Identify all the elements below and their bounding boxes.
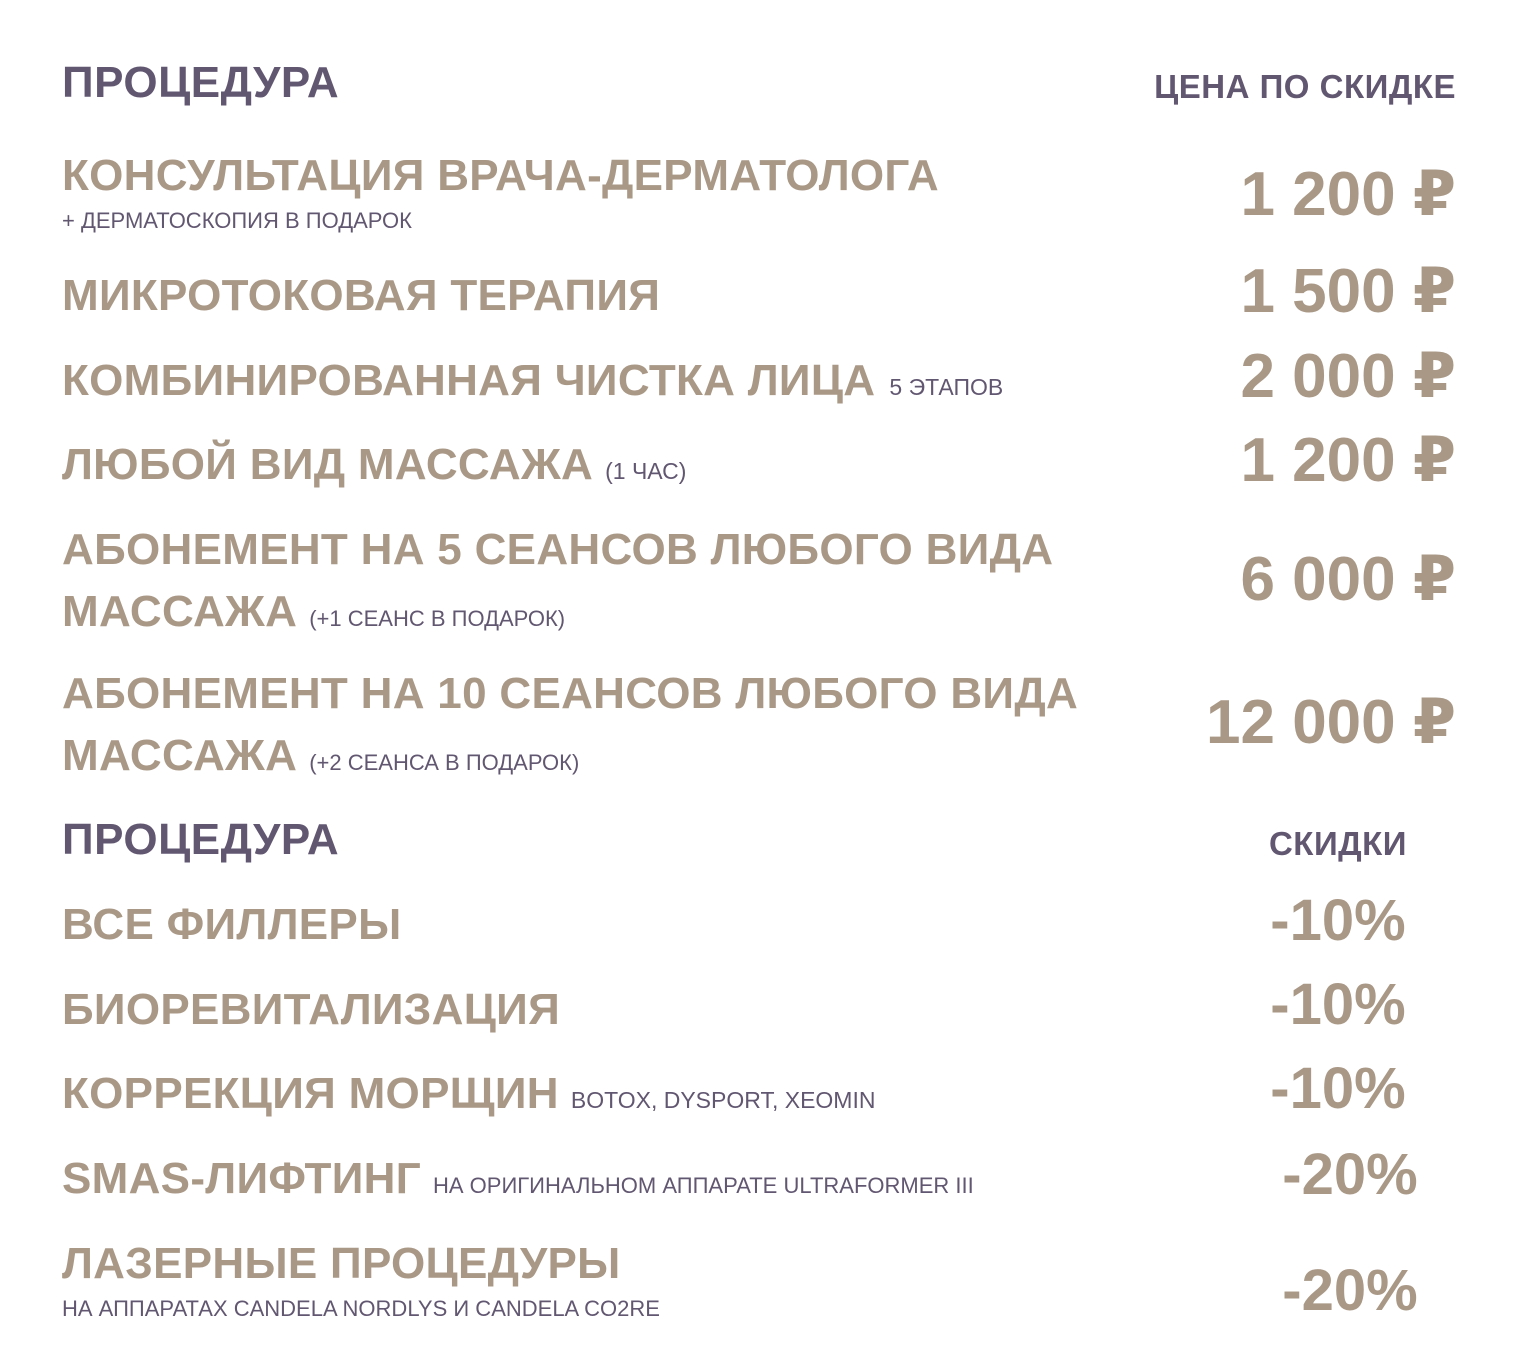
service-name-continued: МАССАЖА	[62, 731, 298, 780]
service-note: (+2 СЕАНСА В ПОДАРОК)	[309, 750, 580, 775]
service-name: КОНСУЛЬТАЦИЯ ВРАЧА-ДЕРМАТОЛОГА	[62, 151, 939, 200]
service-row	[62, 1069, 876, 1118]
service-row	[62, 731, 580, 780]
service-price: 2 000 ₽	[1240, 342, 1456, 411]
service-price: 1 200 ₽	[1240, 160, 1456, 229]
service-note: НА АППАРАТАХ CANDELA NORDLYS И CANDELA CO2RE	[62, 1296, 660, 1321]
service-name: ЛАЗЕРНЫЕ ПРОЦЕДУРЫ	[62, 1239, 621, 1288]
service-row	[62, 587, 566, 636]
service-note: НА ОРИГИНАЛЬНОМ АППАРАТЕ ULTRAFORMER III	[432, 1173, 974, 1198]
service-price: 6 000 ₽	[1240, 545, 1456, 614]
service-row	[62, 1154, 974, 1203]
service-name-continued: МАССАЖА	[62, 587, 298, 636]
service-note: 5 ЭТАПОВ	[889, 374, 1004, 400]
discount-value: -10%	[1270, 1056, 1406, 1121]
service-name: ВСЕ ФИЛЛЕРЫ	[62, 900, 402, 949]
discount-value: -10%	[1270, 972, 1406, 1037]
service-name: КОМБИНИРОВАННАЯ ЧИСТКА ЛИЦА	[62, 356, 876, 405]
discount-value: -20%	[1282, 1142, 1418, 1207]
service-price: 1 200 ₽	[1240, 426, 1456, 495]
discount-value: -20%	[1282, 1258, 1418, 1323]
discount-price-header: ЦЕНА ПО СКИДКЕ	[1154, 68, 1456, 105]
service-note: + ДЕРМАТОСКОПИЯ В ПОДАРОК	[62, 208, 412, 233]
service-name: МИКРОТОКОВАЯ ТЕРАПИЯ	[62, 271, 661, 320]
discounts-header: СКИДКИ	[1268, 825, 1408, 862]
service-name: БИОРЕВИТАЛИЗАЦИЯ	[62, 985, 561, 1034]
procedure-header: ПРОЦЕДУРА	[62, 58, 340, 107]
discount-value: -10%	[1270, 888, 1406, 953]
service-row	[62, 356, 1004, 405]
service-name: АБОНЕМЕНТ НА 10 СЕАНСОВ ЛЮБОГО ВИДА	[62, 669, 1079, 718]
service-name: ЛЮБОЙ ВИД МАССАЖА	[62, 440, 594, 489]
service-name: АБОНЕМЕНТ НА 5 СЕАНСОВ ЛЮБОГО ВИДА	[62, 525, 1054, 574]
service-note: BOTOX, DYSPORT, XEOMIN	[570, 1087, 876, 1113]
service-price: 12 000 ₽	[1206, 688, 1456, 757]
service-price: 1 500 ₽	[1240, 257, 1456, 326]
service-note: (1 ЧАС)	[605, 458, 687, 484]
procedure-header: ПРОЦЕДУРА	[62, 815, 340, 864]
service-name: SMAS-ЛИФТИНГ	[62, 1154, 421, 1203]
service-note: (+1 СЕАНС В ПОДАРОК)	[309, 606, 566, 631]
service-name: КОРРЕКЦИЯ МОРЩИН	[62, 1069, 559, 1118]
service-row	[62, 440, 687, 489]
